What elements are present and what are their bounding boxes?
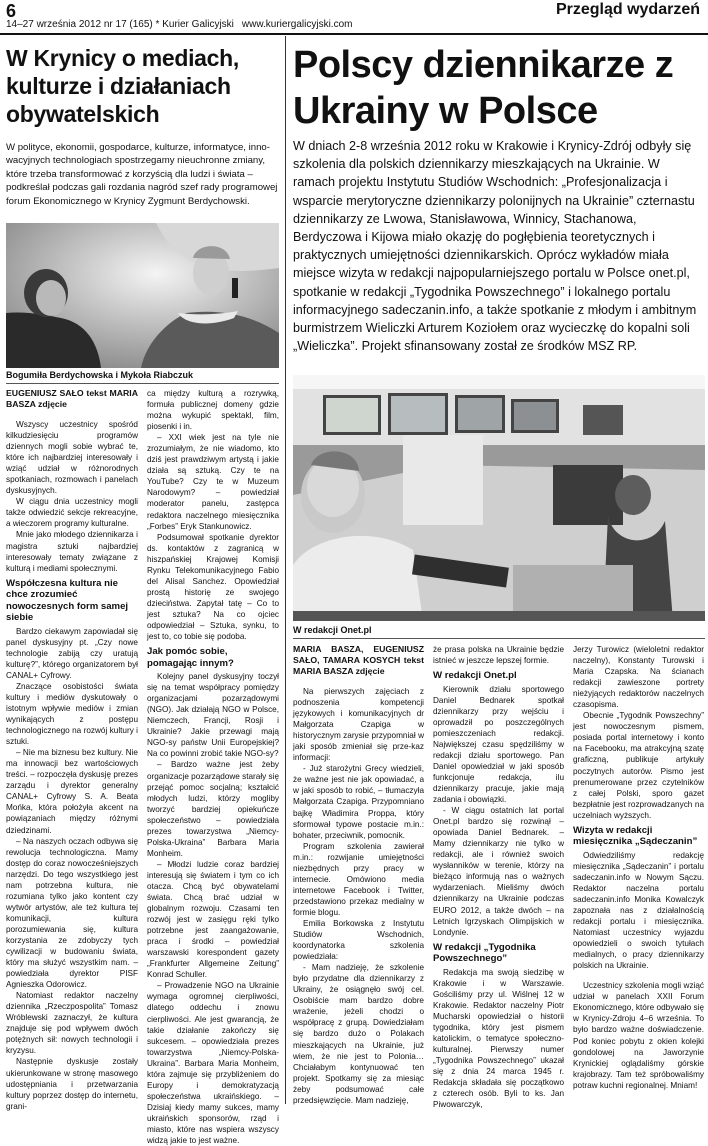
issue-line: 14–27 września 2012 nr 17 (165) * Kurier Galicyjski [6,19,234,30]
right-article-title: Polscy dziennikarze z Ukrainy w Polsce [293,44,674,132]
left-column-1 [6,388,138,1112]
paragraph: Następnie dyskusje zostały ukierunkowane w stronę masowego udostępniania i przetwarzania kultury poprzez dostęp do internetu, grani- [6,1057,138,1111]
section-title: Przegląd wydarzeń [555,1,700,18]
paragraph: – Na naszych oczach odbywa się rewolucja technologiczna. Mamy dostęp do coraz nowocześniejszych narzędzi. Do tego wszystkiego jest nam potrzebna kultura, nie rozumiana tylko jako kontent czy wytwór artystów, ale też kultura tej komunikacji, kultura porozumiewania się, kultura korzystania ze zdobyczy tych cywilizacji w budowaniu świata, który ma służyć wszystkim nam. – powiedziała dyrektor PISF Agnieszka Odorowicz. [6,836,138,990]
paragraph: Emilia Borkowska z Instytutu Studiów Wschodnich, koordynatorka szkolenia powiedziała: [293,918,424,962]
paragraph: że prasa polska na Ukrainie będzie istnieć w jeszcze lepszej formie. [433,645,564,666]
left-column-2 [147,388,279,1146]
column-divider [285,36,286,1104]
right-caption-rule [293,638,705,639]
subheading: Wizyta w redakcji miesięcznika „Sądeczanin” [573,824,698,848]
paragraph: - Mam nadzieję, że szkolenie było przydatne dla dziennikarzy z Ukrainy, że osiągnęło swój cel. Osobiście mam bardzo dobre wrażenie, jeżeli chodzi o współpracę z grupą. Dowiedziałam się bardzo dużo o Polakach mieszkających na Ukrainie, już wiem, że nie jest to Polonia… Chciałabym kontynuować ten projekt. Spotkamy się za miesiąc żeby podsumować całe przedsięwzięcie. Mam nadzieję, [293,963,424,1105]
left-article-lead: W polityce, ekonomii, gospodarce, kulturze, informatyce, inno-wacyjnych technologiach spostrzegamy nieuchronne zmiany, które trzeba transformować z korzyścią dla ludzi i świata – podkreślał podczas gali rozdania nagród szef rady programowej forum Ekonomicznego w Krynicy Zygmunt Berdychowski. [6,142,278,207]
subheading: Jak pomóc sobie, pomagając innym? [147,646,234,669]
header-rule [0,33,708,35]
right-photo-caption: W redakcji Onet.pl [293,625,372,635]
left-article-photo [6,223,279,368]
paragraph: Mnie jako młodego dziennikarza i magistra sztuki najbardziej interesowały tematy związane z kulturą i mediami społecznymi. [6,530,138,573]
paragraph: Odwiedziliśmy redakcję miesięcznika „Sądeczanin” i portalu sadeczanin.info w Nowym Sączu. Redaktor naczelna portalu sadeczanin.info Monika Kowalczyk zapoznała nas z działalnością redakcji portalu i miesięcznika. Natomiast uczestnicy wyjazdu opowiedzieli o swoich tytułach medialnych, o pracy dziennikarzy polskich na Ukrainie. [573,850,704,971]
right-article-lead: W dniach 2-8 września 2012 roku w Krakowie i Krynicy-Zdrój odbyły się szkolenia dla polskich dziennikarzy mieszkających na Ukrainie. W ramach projektu Instytutu Studiów Wschodnich: „Profesjonalizacja i wsparcie merytoryczne dziennikarzy polonijnych na Ukrainie” czternastu dziennikarzy ze Lwowa, Stanisławowa, Winnicy, Stachanowa, Berdyczowa i Kijowa miało okazję do pogłębienia teoretycznych i praktycznych umiejętności dziennikarskich. Oprócz wykładów miała miejsce wizyta w redakcji najpopularniejszego portalu w Polsce onet.pl, spotkanie w redakcji „Tygodnika Powszechnego” i lokalnego portalu informacyjnego sadeczanin.info, a także spotkanie z młodym i ambitnym burmistrzem Wieliczki Arturem Koziołem oraz wycieczkę do kopalni soli „Wieliczka”. Projekt sfinansowany został ze środków MSZ RP. [293,139,697,354]
paragraph: Obecnie „Tygodnik Powszechny” jest nowoczesnym pismem, posiada portal internetowy i konto na Facebooku, ma atrakcyjną szatę graficzną, publikuje artykuły poczytnych autorów. Pismo jest prenumerowane przez czytelników z całej Polski, sporo gazet bezpłatnie jest rozprowadzanych na uczelniach wyższych. [573,711,704,820]
paragraph: – Prowadzenie NGO na Ukrainie wymaga ogromnej cierpliwości, dlatego oddechu i znowu cierpliwości. Ale jest gwarancją, że takie działanie zakończy się sukcesem. – opowiedziała prezes towarzystwa „Niemcy-Polska-Ukraina”. Barbara Maria Monheim, która zajmuje się przybliżeniem do Europy i demokratyzacją społeczeństwa ukraińskiego. – Dzisiaj kiedy mamy sukces, mamy ukraińskich sponsorów, rząd i miasto, które nas wspiera wszyscy widzą jakie to jest ważne. [147,981,279,1146]
byline: MARIA BASZA, EUGENIUSZ SAŁO, TAMARA KOSYCH tekst MARIA BASZA zdjęcie [293,644,424,676]
paragraph: Natomiast redaktor naczelny dziennika „Rzeczpospolita” Tomasz Wróblewski zaznaczył, że kultura znajduje się pod wpływem dwóch potężnych sił: nowych technologii i kryzysu. [6,991,138,1056]
paragraph: ca między kulturą a rozrywką, formuła publicznej domeny gdzie można wykupić spektakl, film, piosenki i in. [147,389,279,432]
left-photo-caption: Bogumiła Berdychowska i Mykoła Riabczuk [6,370,194,380]
website-url[interactable]: www.kuriergalicyjski.com [241,19,353,30]
subheading: W redakcji „Tygodnika Powszechnego” [433,941,536,965]
paragraph: – XXI wiek jest na tyle nie zrozumiałym, że nie wiadomo, kto dziś jest prawdziwym artystą i jakie działa są sztuką. Czy te na YouTube? Czy te w Muzeum Narodowym? – powiedział moderator panelu, zastępca redaktora naczelnego miesięcznika „Forbes” Eryk Stankunowicz. [147,433,279,531]
right-article-photo [293,375,705,621]
paragraph: Na pierwszych zajęciach z podnoszenia kompetencji językowych i komunikacyjnych dr Małgorzata Czapiga w historycznym zarysie przypomniał w jaki sposób zmieniał się prze-kaz informacji: [293,687,424,763]
paragraph: Jerzy Turowicz (wieloletni redaktor naczelny), Konstanty Turowski i Maria Czapska. Na ścianach redakcji zawieszone portrety nieżyjących redaktorów naczelnych czasopisma. [573,645,704,710]
paragraph: Podsumował spotkanie dyrektor ds. kontaktów z zagranicą w hiszpańskiej Krajowej Komisji Rynku Telekomunikacyjnego Fabio del Alisal Sanchez. Opowiedział prostą historię ze swojego dzieciństwa. Zapytał tatę – Co to jest sztuka? Na co ojciec odpowiedział – Sztuka, synku, to jest to, co tobie się podoba. [147,532,279,642]
byline: EUGENIUSZ SAŁO tekst MARIA BASZA zdjęcie [6,388,138,409]
left-caption-rule [6,383,279,384]
paragraph: – Bardzo ważne jest żeby organizacje pozarządowe starały się przejąć pomoc socjalną; kształcić młodych ludzi, którzy mogliby tworzyć bardziej opiekuńcze społeczeństwo – powiedziała prezes towarzystwa „Niemcy-Polska-Ukraina” Barbara Maria Monheim. [147,760,279,858]
paragraph: Redakcja ma swoją siedzibę w Krakowie i w Warszawie. Gościliśmy przy ul. Wiślnej 12 w Krakowie. Redaktor naczelny Piotr Mucharski opowiedział o historii tygodnika, który jest pismem katolickim, o tematyce społeczno-kulturalnej. Pierwszy numer „Tygodnika Powszechnego” ukazał się z dnia 24 marca 1945 r. Redakcja składała się początkowo z czterech osób. Byli to ks. Jan Piwowarczyk, [433,967,564,1110]
left-article-title: W Krynicy o mediach, kulturze i działaniach obywatelskich [6,45,240,127]
paragraph: Znaczące osobistości świata kultury i mediów dyskutowały o istotnym wpływie mediów i zmian wynikających z postępu technologicznego na rozwój kultury i sztuki. [6,681,138,747]
paragraph: – Nie ma biznesu bez kultury. Nie ma innowacji bez wartościowych treści. – rozpoczęła dyskusję prezes zarządu i dyrektor generalny CANAL+ Cyfrowy S. A. Beata Mońka, która położyła akcent na powiązaniach między różnymi dziedzinami. [6,748,138,835]
paragraph: Wszyscy uczestnicy spośród kilkudziesięciu programów dziennych mogli sobie wybrać te, które ich najbardziej interesowały i wziąć udział w różnorodnych spotkaniach, rozmowach i panelach dyskusyjnych. [6,420,138,496]
right-column-2 [433,644,564,1110]
subheading: Współczesna kultura nie chce zrozumieć nowoczesnych form samej siebie [6,577,129,624]
issue-line-row [6,19,352,30]
page-number: 6 [6,1,17,21]
paragraph: Uczestnicy szkolenia mogli wziąć udział w panelach XXII Forum Ekonomicznego, które odbywało się w Krynicy-Zdroju 4–6 września. To było bardzo ważne doświadczenie. Pod koniec pobytu z okien kolejki gondolowej na Jaworzynie Krynickiej oglądaliśmy górskie krajobrazy. Tam też spróbowaliśmy potraw kuchni regionalnej. Mniam! [573,981,704,1090]
paragraph: Bardzo ciekawym zapowiadał się panel dyskusyjny pt. „Czy nowe technologie zabiją czy uratują kulturę?”, którego organizatorem był CANAL+ Cyfrowy. [6,626,138,680]
right-column-1 [293,644,424,1106]
paragraph: W ciągu dnia uczestnicy mogli także odwiedzić sekcje rekreacyjne, a wieczorem programy kulturalne. [6,497,138,529]
subheading: W redakcji Onet.pl [433,670,517,682]
paragraph: Kolejny panel dyskusyjny toczył się na temat współpracy pomiędzy organizacjami pozarządowymi (NGO). Jak działają NGO w Polsce, Niemczech, Francji, Rosji i Ukrainie? Jakie przewagi mają NGO-sy państw Unii Europejskiej? Na co powinni zrobić takie NGO-sy? [147,672,279,759]
right-column-3 [573,644,704,1091]
paragraph: Kierownik działu sportowego Daniel Bednarek spotkał dziennikarzy przy wejściu i oprowadził po poszczególnych pomieszczeniach redakcji. Największej czasu spędziliśmy w redakcji działu sportowego. Pan Daniel opowiedział w jaki sposób funkcjonuje redakcja, ilu dziennikarzy pracuje, jakie mają zadania i obowiązki. [433,684,564,805]
paragraph: - Już starożytni Grecy wiedzieli, że ważne jest nie jak opowiadać, a w jaki sposób to robić, – tłumaczyła Małgorzata Czapiga. Przypomniano bajkę Władimira Proppa, który sformował typowe postacie m.in.: bohater, przeciwnik, pomocnik. [293,764,424,840]
paragraph: Program szkolenia zawierał m.in.: rozwijanie umiejętności niezbędnych przy pracy w internecie. Omówiono media internetowe Facebook i Twitter, przedstawiono przekaz medialny w formie blogu. [293,841,424,917]
paragraph: - W ciągu ostatnich lat portal Onet.pl bardzo się rozwinął – opowiada Daniel Bednarek. – Mamy dziennikarzy nie tylko w redakcji, ale i również swoich wysłanników w terenie, którzy na bieżąco informują nas o ważnych wydarzeniach. Mieliśmy dwóch dziennikarzy na Ukrainie podczas EURO 2012, a także dwóch – na Letnich Igrzyskach Olimpijskich w Londynie. [433,806,564,937]
paragraph: – Młodzi ludzie coraz bardziej interesują się światem i tym co ich otacza. Chcą być obywatelami świata. Chcą brać udział w globalnym rozwoju. Czasami ten rozwój jest w zasięgu ręki tylko potrzebne jest zaangażowanie, praca i środki – powiedział warszawski korespondent gazety „Frankfurter Allgemeine Zeitung” Konrad Schuller. [147,859,279,980]
